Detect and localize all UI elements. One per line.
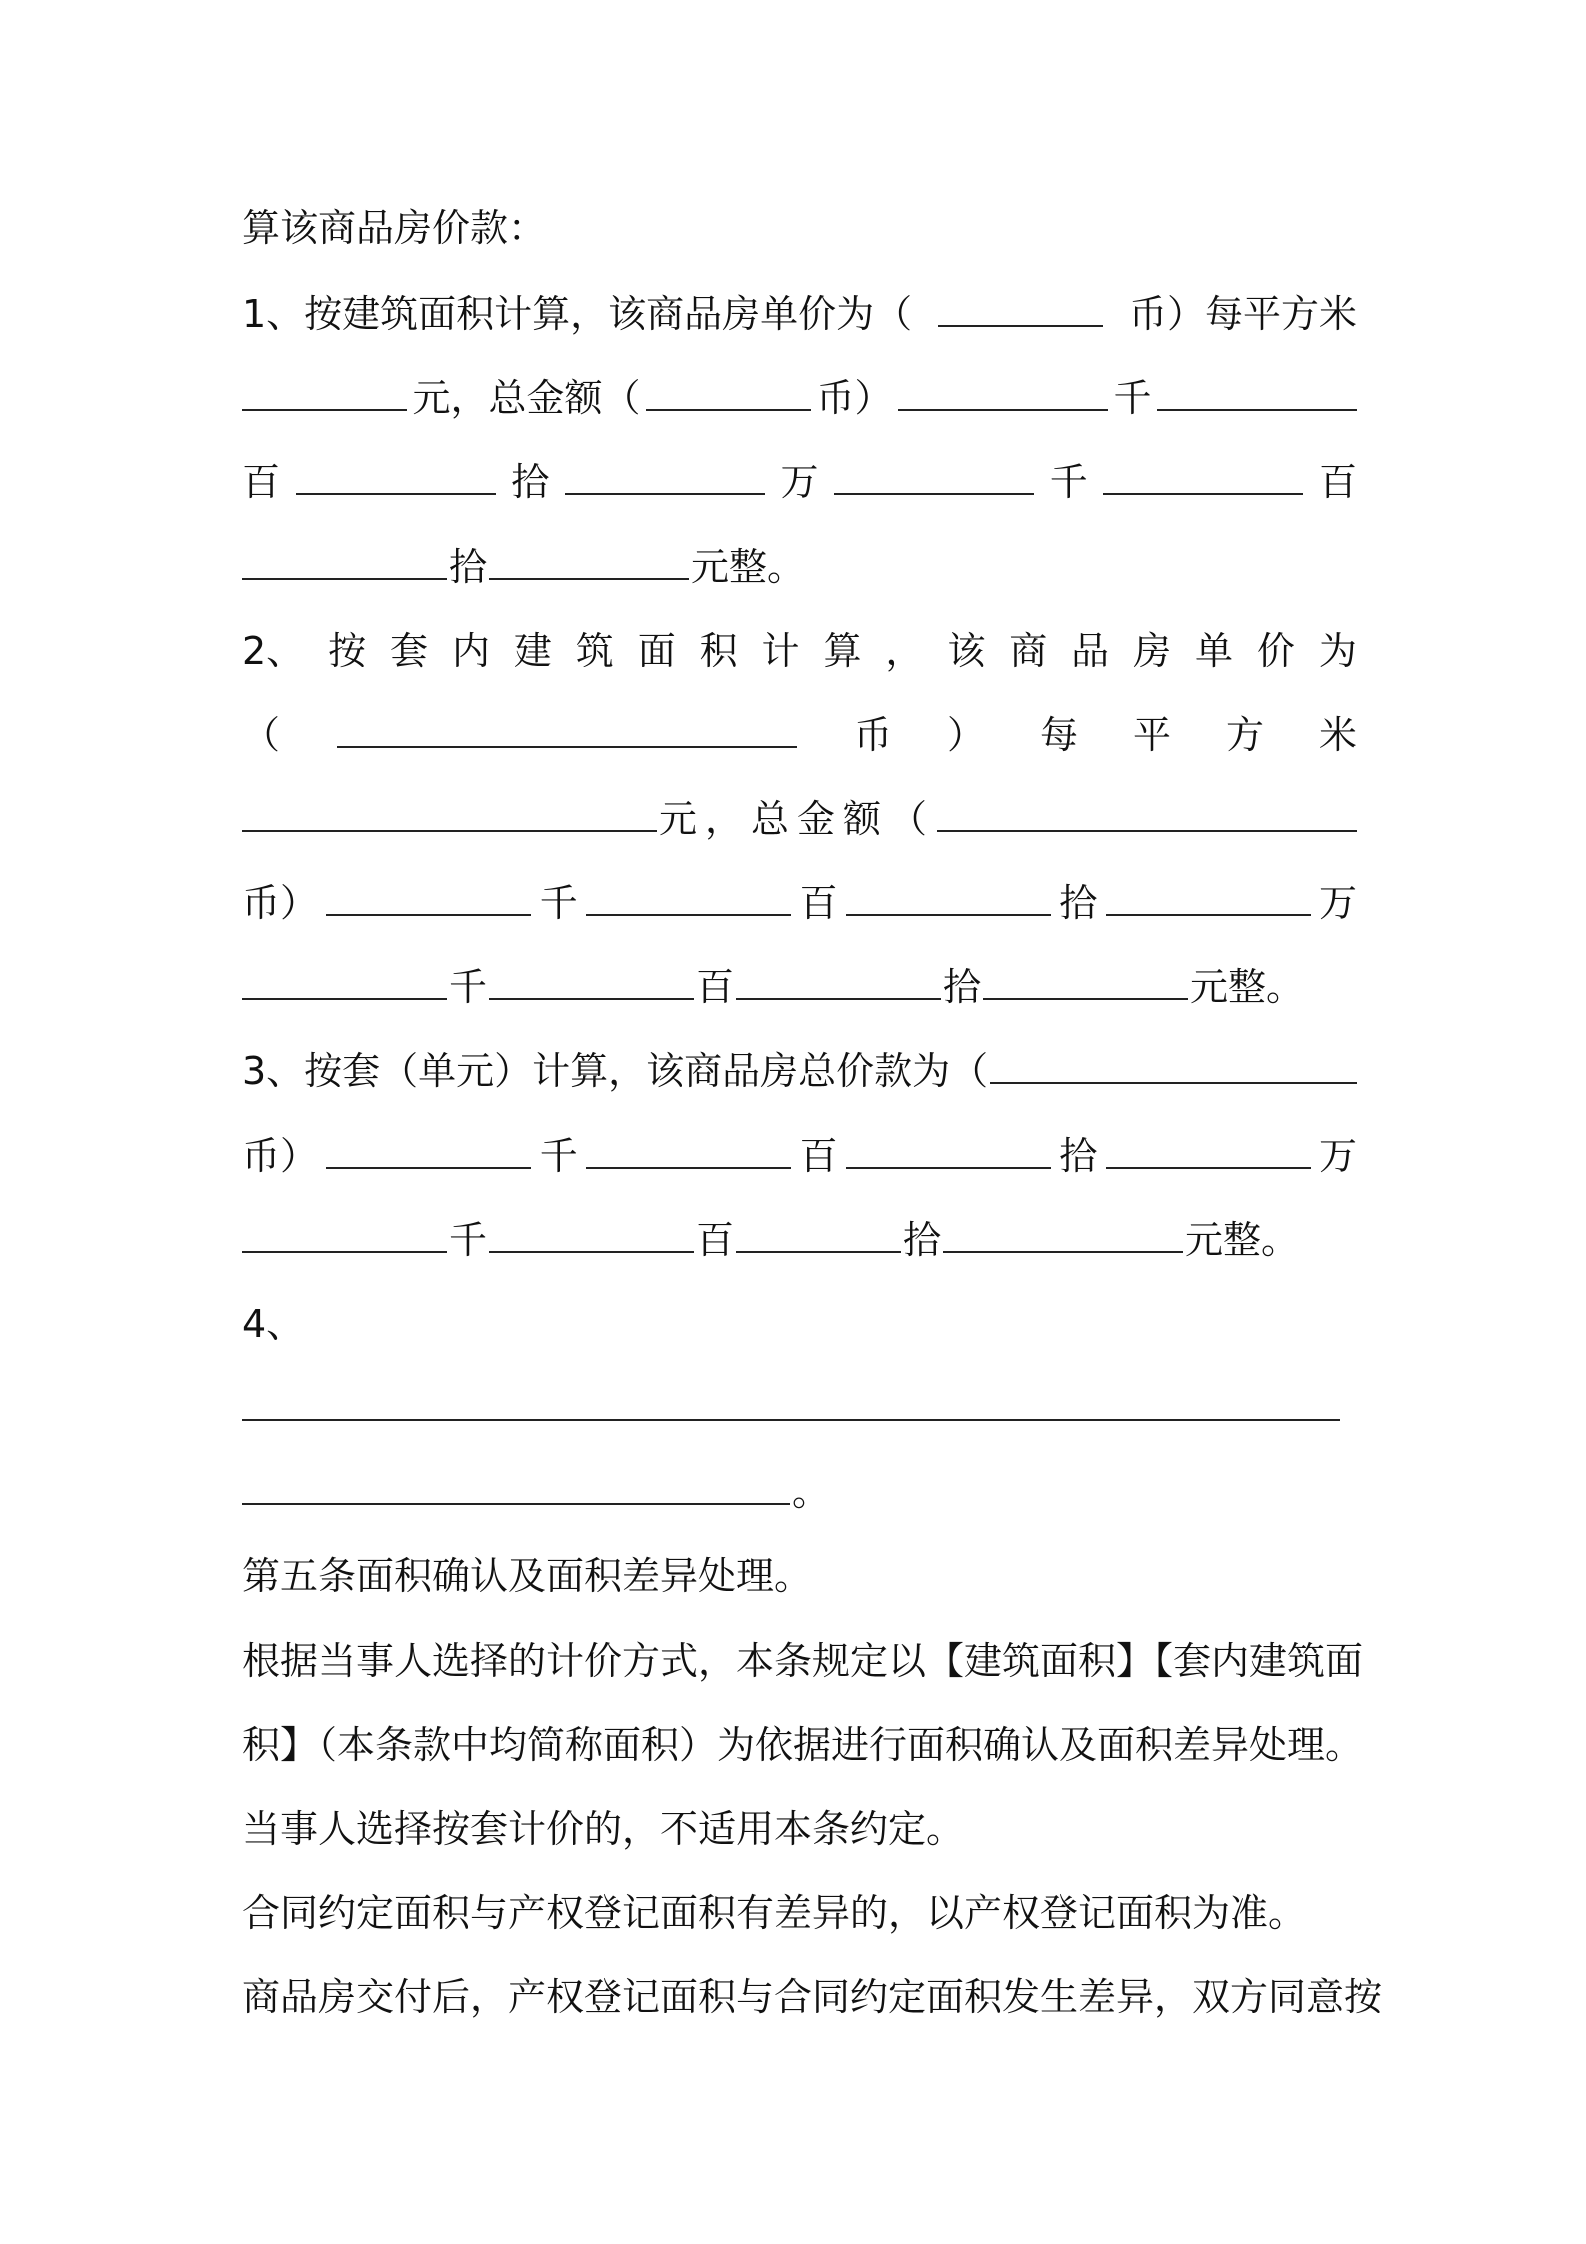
item2-char: 该 <box>947 629 986 673</box>
item2-currency-blank[interactable] <box>337 716 797 748</box>
item1-line3 <box>242 458 1357 506</box>
item1-unit7: 元整。 <box>691 545 806 589</box>
item1-wan-blank[interactable] <box>565 463 765 495</box>
item3-unit7: 拾 <box>903 1218 942 1262</box>
item2-yuan-total: 元，总金额（ <box>659 797 936 841</box>
item2-line1 <box>242 627 1357 675</box>
item2-unit1: 千 <box>539 881 578 925</box>
item3-unit6: 百 <box>696 1218 735 1262</box>
item3-bai-blank[interactable] <box>586 1137 791 1169</box>
item1-unit5: 百 <box>1318 460 1357 504</box>
item2-char: 按 <box>328 629 367 673</box>
article5-p2-text: 当事人选择按套计价的，不适用本条约定。 <box>242 1807 965 1851</box>
item1-line4 <box>242 543 1357 591</box>
item2-char: 价 <box>1256 629 1295 673</box>
item3-unit8: 元整。 <box>1185 1218 1300 1262</box>
item3-line2 <box>242 1132 1357 1180</box>
item1-shi-blank[interactable] <box>296 463 496 495</box>
item2-currency-label: 币 <box>853 713 892 757</box>
item3-currency-close: 币） <box>242 1134 319 1178</box>
item3-unit2: 百 <box>799 1134 838 1178</box>
item3-unit3: 拾 <box>1059 1134 1098 1178</box>
item2-line4 <box>242 879 1357 927</box>
item3-currency-blank[interactable] <box>990 1052 1357 1084</box>
article5-title-text: 第五条面积确认及面积差异处理。 <box>242 1554 813 1598</box>
intro-text: 算该商品房价款： <box>242 206 547 250</box>
item3-qian2-blank[interactable] <box>242 1221 447 1253</box>
item3-line1 <box>242 1047 1357 1095</box>
item1-line1 <box>242 290 1357 338</box>
item2-qian2-blank[interactable] <box>242 968 447 1000</box>
item2-wan-blank[interactable] <box>1106 884 1311 916</box>
item3-shi2-blank[interactable] <box>736 1221 901 1253</box>
item2-per-2: 平 <box>1132 713 1171 757</box>
item2-per-3: 方 <box>1225 713 1264 757</box>
article5-p1-line1 <box>242 1637 1364 1685</box>
item3-unit5: 千 <box>449 1218 488 1262</box>
item2-paren-open: （ <box>242 713 281 757</box>
item2-char: 建 <box>513 629 552 673</box>
article5-p2 <box>242 1805 1357 1853</box>
item2-char: 房 <box>1133 629 1172 673</box>
item2-bai2-blank[interactable] <box>489 968 694 1000</box>
item2-currency-close: 币） <box>242 881 319 925</box>
item1-unit3: 万 <box>780 460 819 504</box>
article5-title <box>242 1552 1357 1600</box>
item2-char: 内 <box>451 629 490 673</box>
item2-char: 计 <box>761 629 800 673</box>
item1-text-b: 币）每平方米 <box>1128 292 1357 336</box>
item1-total-currency-blank[interactable] <box>646 379 811 411</box>
item1-text-c: 元，总金额（ <box>412 376 641 420</box>
item3-qian-blank[interactable] <box>326 1137 531 1169</box>
item1-bai-blank[interactable] <box>1157 379 1357 411</box>
item2-char: 商 <box>1009 629 1048 673</box>
article5-p3-text: 合同约定面积与产权登记面积有差异的，以产权登记面积为准。 <box>242 1891 1307 1935</box>
item4-line1 <box>242 1300 1357 1348</box>
item2-line2 <box>242 711 1357 759</box>
item3-bai2-blank[interactable] <box>489 1221 694 1253</box>
article5-p4-text: 商品房交付后，产权登记面积与合同约定面积发生差异，双方同意按 <box>242 1975 1383 2019</box>
item2-yuan-blank[interactable] <box>983 968 1188 1000</box>
item2-unit8: 元整。 <box>1190 965 1305 1009</box>
item3-text-a: 3、按套（单元）计算，该商品房总价款为（ <box>242 1049 989 1093</box>
article5-p1-line2 <box>242 1721 1364 1769</box>
item2-unit6: 百 <box>696 965 735 1009</box>
item1-text-d: 币） <box>816 376 893 420</box>
item1-yuan-blank[interactable] <box>489 548 689 580</box>
item2-unit4: 万 <box>1318 881 1357 925</box>
item2-unit-price-blank[interactable] <box>242 800 657 832</box>
item1-unit4: 千 <box>1049 460 1088 504</box>
item3-wan-blank[interactable] <box>1106 1137 1311 1169</box>
item2-paren-close: ） <box>946 713 985 757</box>
item2-char: 为 <box>1318 629 1357 673</box>
article5-p3 <box>242 1889 1357 1937</box>
item2-char: 面 <box>637 629 676 673</box>
item1-unit-price-blank[interactable] <box>242 379 407 411</box>
item1-text-a: 1、按建筑面积计算，该商品房单价为（ <box>242 292 913 336</box>
item2-char: ， <box>885 629 924 673</box>
intro-line <box>242 204 1357 252</box>
item2-char: 套 <box>390 629 429 673</box>
item4-line3 <box>242 1468 1357 1516</box>
article5-p1-line1-text: 根据当事人选择的计价方式，本条规定以【建筑面积】【套内建筑面 <box>242 1639 1364 1683</box>
item2-number: 2、 <box>242 629 305 673</box>
item2-char: 算 <box>823 629 862 673</box>
item4-line2 <box>242 1384 1357 1432</box>
item1-text-e: 千 <box>1113 376 1152 420</box>
article5-p4 <box>242 1973 1383 2021</box>
item1-qian2-blank[interactable] <box>834 463 1034 495</box>
item2-char: 积 <box>699 629 738 673</box>
item2-shi2-blank[interactable] <box>736 968 941 1000</box>
item4-number: 4、 <box>242 1302 305 1346</box>
article5-p1-line2-text: 积】（本条款中均简称面积）为依据进行面积确认及面积差异处理。 <box>242 1723 1364 1767</box>
item3-yuan-blank[interactable] <box>943 1221 1183 1253</box>
item2-qian-blank[interactable] <box>326 884 531 916</box>
item2-char: 筑 <box>575 629 614 673</box>
item1-unit6: 拾 <box>449 545 488 589</box>
item1-line2 <box>242 374 1357 422</box>
item2-char: 品 <box>1071 629 1110 673</box>
item2-per-4: 米 <box>1318 713 1357 757</box>
item1-unit2: 拾 <box>511 460 550 504</box>
item4-end-mark: 。 <box>792 1470 831 1514</box>
item1-unit1: 百 <box>242 460 281 504</box>
item3-shi-blank[interactable] <box>846 1137 1051 1169</box>
item2-bai-blank[interactable] <box>586 884 791 916</box>
item1-shi2-blank[interactable] <box>242 548 447 580</box>
item2-per-1: 每 <box>1039 713 1078 757</box>
item4-content-blank-2[interactable] <box>242 1473 790 1505</box>
item2-unit7: 拾 <box>943 965 982 1009</box>
item1-currency-blank[interactable] <box>938 295 1103 327</box>
item2-unit5: 千 <box>449 965 488 1009</box>
item3-unit1: 千 <box>539 1134 578 1178</box>
item2-line5 <box>242 963 1357 1011</box>
item3-unit4: 万 <box>1318 1134 1357 1178</box>
item2-char: 单 <box>1195 629 1234 673</box>
item2-unit2: 百 <box>799 881 838 925</box>
item1-qian-blank[interactable] <box>898 379 1108 411</box>
item1-bai2-blank[interactable] <box>1103 463 1303 495</box>
item4-content-blank-1[interactable] <box>242 1389 1340 1421</box>
item2-shi-blank[interactable] <box>846 884 1051 916</box>
item2-unit3: 拾 <box>1059 881 1098 925</box>
item2-line3 <box>242 795 1357 843</box>
item2-total-currency-blank[interactable] <box>937 800 1357 832</box>
item3-line3 <box>242 1216 1357 1264</box>
